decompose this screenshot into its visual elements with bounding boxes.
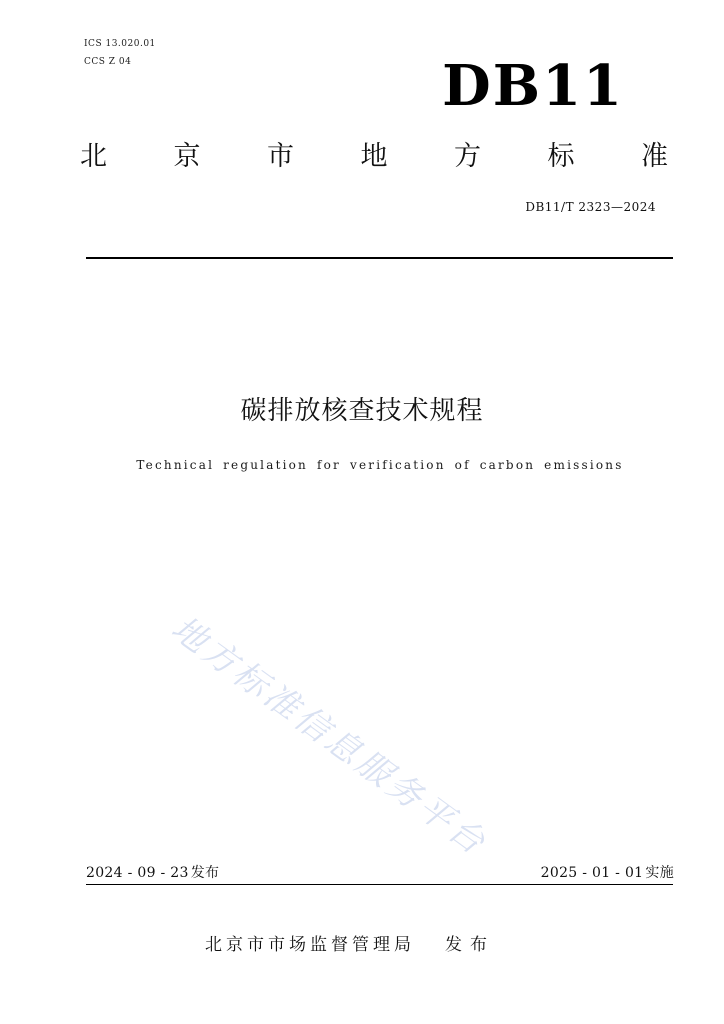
- standard-type-heading: [80, 140, 668, 174]
- watermark-text: 地方标准信息服务平台: [163, 608, 495, 865]
- ics-code: ICS 13.020.01: [84, 39, 156, 49]
- standard-type-char: 北: [80, 141, 107, 172]
- issuer-name: 北京市市场监督管理局: [205, 935, 415, 955]
- db-logo: DB11: [442, 53, 624, 119]
- standard-type-char: 准: [641, 141, 668, 172]
- issuer-line: [205, 934, 495, 956]
- document-title-chinese: 碳排放核查技术规程: [240, 396, 484, 426]
- document-title-english: Technical regulation for verification of carbon emissions: [136, 458, 624, 472]
- standard-number: DB11/T 2323—2024: [525, 200, 656, 214]
- ccs-code: CCS Z 04: [84, 57, 132, 67]
- bottom-divider: [86, 884, 673, 885]
- standard-type-char: 京: [173, 141, 201, 172]
- effective-date-line: [541, 864, 674, 882]
- top-divider: [86, 257, 673, 259]
- standard-type-char: 市: [267, 141, 294, 172]
- publish-label: 发布: [190, 865, 220, 881]
- issuer-label: 发布: [445, 935, 495, 955]
- standard-type-char: 地: [360, 141, 388, 172]
- standard-type-char: 方: [454, 141, 481, 172]
- standard-type-char: 标: [547, 141, 575, 172]
- publish-date: 2024 - 09 - 23: [86, 865, 189, 881]
- publish-date-line: [86, 864, 219, 882]
- effective-label: 实施: [645, 865, 674, 881]
- effective-date: 2025 - 01 - 01: [540, 865, 644, 881]
